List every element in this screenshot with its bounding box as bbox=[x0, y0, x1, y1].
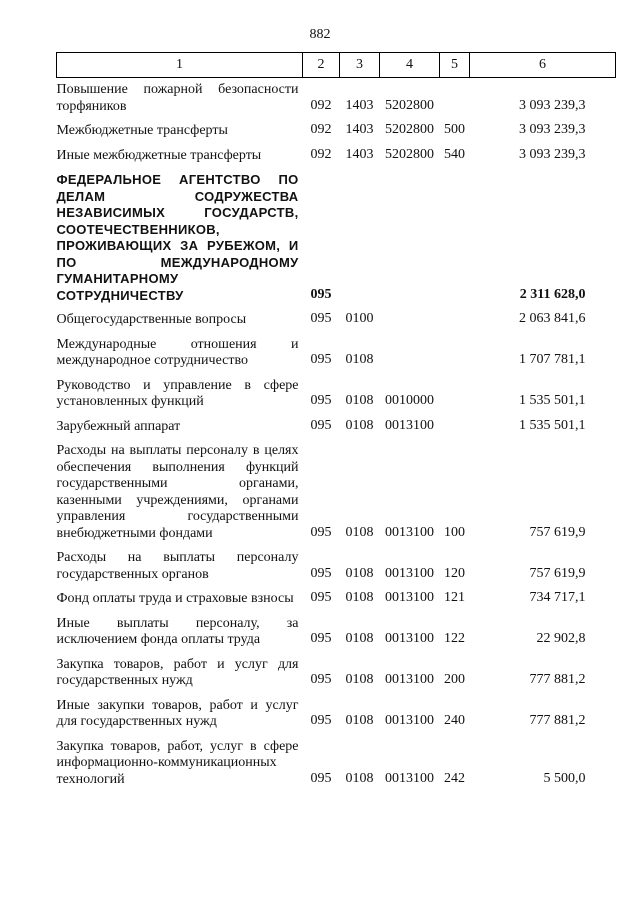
row-target-code: 0013100 bbox=[385, 631, 434, 646]
row-target-code: 0013100 bbox=[385, 565, 434, 581]
row-section-code: 1403 bbox=[345, 122, 374, 137]
row-target-code: 0010000 bbox=[385, 393, 434, 408]
header-cell-4: 4 bbox=[380, 53, 440, 78]
table-row bbox=[57, 612, 616, 653]
row-description: Расходы на выплаты персоналу государственных органов bbox=[56, 550, 299, 582]
row-expense-type: 240 bbox=[444, 713, 465, 728]
row-target-code: 0013100 bbox=[385, 524, 434, 540]
row-description: ФЕДЕРАЛЬНОЕ АГЕНТСТВО ПО ДЕЛАМ СОДРУЖЕСТВА НЕЗАВИСИМЫХ ГОСУДАРСТВ, СООТЕЧЕСТВЕННИКОВ, ПРОЖИВАЮЩИХ ЗА РУБЕЖОМ, И ПО МЕЖДУНАРОДНОМУ ГУМАНИТАРНОМУ СОТРУДНИЧЕСТВУ bbox=[56, 172, 299, 303]
table-header-row bbox=[57, 53, 616, 78]
row-description: Иные выплаты персоналу, за исключением фонда оплаты труда bbox=[56, 615, 299, 647]
row-description: Иные закупки товаров, работ и услуг для государственных нужд bbox=[56, 697, 299, 729]
header-cell-5: 5 bbox=[440, 53, 470, 78]
row-admin-code: 095 bbox=[310, 631, 332, 646]
row-admin-code: 095 bbox=[310, 770, 332, 786]
table-row bbox=[57, 587, 616, 612]
row-expense-type: 200 bbox=[444, 672, 465, 687]
header-cell-2: 2 bbox=[303, 53, 340, 78]
row-description: Иные межбюджетные трансферты bbox=[56, 147, 262, 163]
table-row bbox=[57, 308, 616, 333]
row-expense-type: 100 bbox=[444, 524, 465, 540]
table-row bbox=[57, 78, 616, 120]
row-target-code: 0013100 bbox=[385, 417, 434, 433]
row-amount: 777 881,2 bbox=[529, 672, 586, 687]
row-description: Закупка товаров, работ, услуг в сфере информационно-коммуникационных технологий bbox=[56, 738, 299, 787]
table-row bbox=[57, 735, 616, 793]
table-row bbox=[57, 546, 616, 587]
row-amount: 3 093 239,3 bbox=[519, 97, 586, 113]
budget-table bbox=[56, 52, 616, 792]
row-target-code: 5202800 bbox=[385, 146, 434, 162]
row-section-code: 0108 bbox=[345, 352, 374, 367]
row-section-code: 1403 bbox=[345, 97, 374, 113]
row-description: Межбюджетные трансферты bbox=[56, 123, 228, 138]
row-section-code: 0108 bbox=[345, 590, 374, 605]
row-expense-type bbox=[440, 308, 470, 333]
row-amount: 757 619,9 bbox=[529, 524, 586, 540]
row-amount: 1 535 501,1 bbox=[519, 417, 586, 433]
row-amount: 2 063 841,6 bbox=[519, 311, 586, 326]
row-target-code: 0013100 bbox=[385, 770, 434, 786]
row-amount: 1 535 501,1 bbox=[519, 393, 586, 408]
row-admin-code: 095 bbox=[310, 352, 332, 367]
row-expense-type bbox=[440, 374, 470, 415]
row-expense-type bbox=[440, 78, 470, 120]
row-section-code: 1403 bbox=[345, 146, 374, 162]
budget-table-container bbox=[56, 52, 615, 792]
row-section-code: 0108 bbox=[345, 672, 374, 687]
row-description: Общегосударственные вопросы bbox=[56, 312, 247, 327]
row-admin-code: 095 bbox=[310, 417, 332, 433]
row-description: Руководство и управление в сфере установленных функций bbox=[56, 377, 299, 409]
row-amount: 757 619,9 bbox=[529, 565, 586, 581]
row-section-code: 0100 bbox=[345, 311, 374, 326]
row-section-code: 0108 bbox=[345, 713, 374, 728]
row-target-code bbox=[380, 168, 440, 308]
row-description: Расходы на выплаты персоналу в целях обеспечения выполнения функций государственными органами, казенными учреждениями, органами управления государственными внебюджетными фондами bbox=[56, 443, 299, 541]
row-section-code: 0108 bbox=[345, 393, 374, 408]
row-expense-type: 540 bbox=[444, 146, 465, 162]
row-expense-type bbox=[440, 333, 470, 374]
row-target-code: 5202800 bbox=[385, 122, 434, 137]
row-admin-code: 095 bbox=[310, 590, 332, 605]
row-admin-code: 095 bbox=[310, 713, 332, 728]
row-description: Международные отношения и международное сотрудничество bbox=[56, 336, 299, 368]
row-admin-code: 092 bbox=[310, 122, 332, 137]
row-admin-code: 092 bbox=[310, 146, 332, 162]
row-amount: 777 881,2 bbox=[529, 713, 586, 728]
row-section-code: 0108 bbox=[345, 524, 374, 540]
row-amount: 3 093 239,3 bbox=[519, 146, 586, 162]
row-admin-code: 095 bbox=[310, 524, 332, 540]
row-admin-code: 095 bbox=[310, 672, 332, 687]
row-description: Закупка товаров, работ и услуг для государственных нужд bbox=[56, 656, 299, 688]
table-row bbox=[57, 333, 616, 374]
row-admin-code: 095 bbox=[310, 286, 332, 302]
table-body bbox=[57, 78, 616, 793]
row-section-code: 0108 bbox=[345, 631, 374, 646]
row-amount: 734 717,1 bbox=[529, 590, 586, 605]
row-admin-code: 092 bbox=[310, 97, 332, 113]
row-admin-code: 095 bbox=[310, 393, 332, 408]
row-section-code: 0108 bbox=[345, 770, 374, 786]
row-target-code: 0013100 bbox=[385, 713, 434, 728]
row-expense-type: 120 bbox=[444, 565, 465, 581]
table-row bbox=[57, 439, 616, 546]
row-amount: 5 500,0 bbox=[543, 770, 586, 786]
row-amount: 3 093 239,3 bbox=[519, 122, 586, 137]
row-admin-code: 095 bbox=[310, 565, 332, 581]
row-section-code: 0108 bbox=[345, 565, 374, 581]
row-amount: 1 707 781,1 bbox=[519, 352, 586, 367]
table-row bbox=[57, 374, 616, 415]
table-row bbox=[57, 653, 616, 694]
header-cell-1: 1 bbox=[57, 53, 303, 78]
row-expense-type: 121 bbox=[444, 590, 465, 605]
row-target-code bbox=[380, 308, 440, 333]
row-target-code: 0013100 bbox=[385, 672, 434, 687]
row-target-code: 0013100 bbox=[385, 590, 434, 605]
row-amount: 22 902,8 bbox=[536, 631, 586, 646]
row-section-code: 0108 bbox=[345, 417, 374, 433]
row-expense-type bbox=[440, 415, 470, 440]
table-row bbox=[57, 168, 616, 308]
table-row bbox=[57, 415, 616, 440]
header-cell-6: 6 bbox=[470, 53, 616, 78]
row-admin-code: 095 bbox=[310, 311, 332, 326]
page-number: 882 bbox=[309, 27, 331, 42]
row-target-code: 5202800 bbox=[385, 97, 434, 113]
row-expense-type: 122 bbox=[444, 631, 465, 646]
row-section-code bbox=[340, 168, 380, 308]
row-expense-type: 242 bbox=[444, 770, 465, 786]
row-amount: 2 311 628,0 bbox=[519, 286, 586, 302]
row-expense-type: 500 bbox=[444, 122, 465, 137]
header-cell-3: 3 bbox=[340, 53, 380, 78]
table-row bbox=[57, 119, 616, 144]
row-expense-type bbox=[440, 168, 470, 308]
table-row bbox=[57, 144, 616, 169]
row-description: Фонд оплаты труда и страховые взносы bbox=[56, 591, 294, 606]
row-description: Повышение пожарной безопасности торфяников bbox=[56, 82, 299, 114]
table-row bbox=[57, 694, 616, 735]
row-target-code bbox=[380, 333, 440, 374]
row-description: Зарубежный аппарат bbox=[56, 418, 181, 434]
